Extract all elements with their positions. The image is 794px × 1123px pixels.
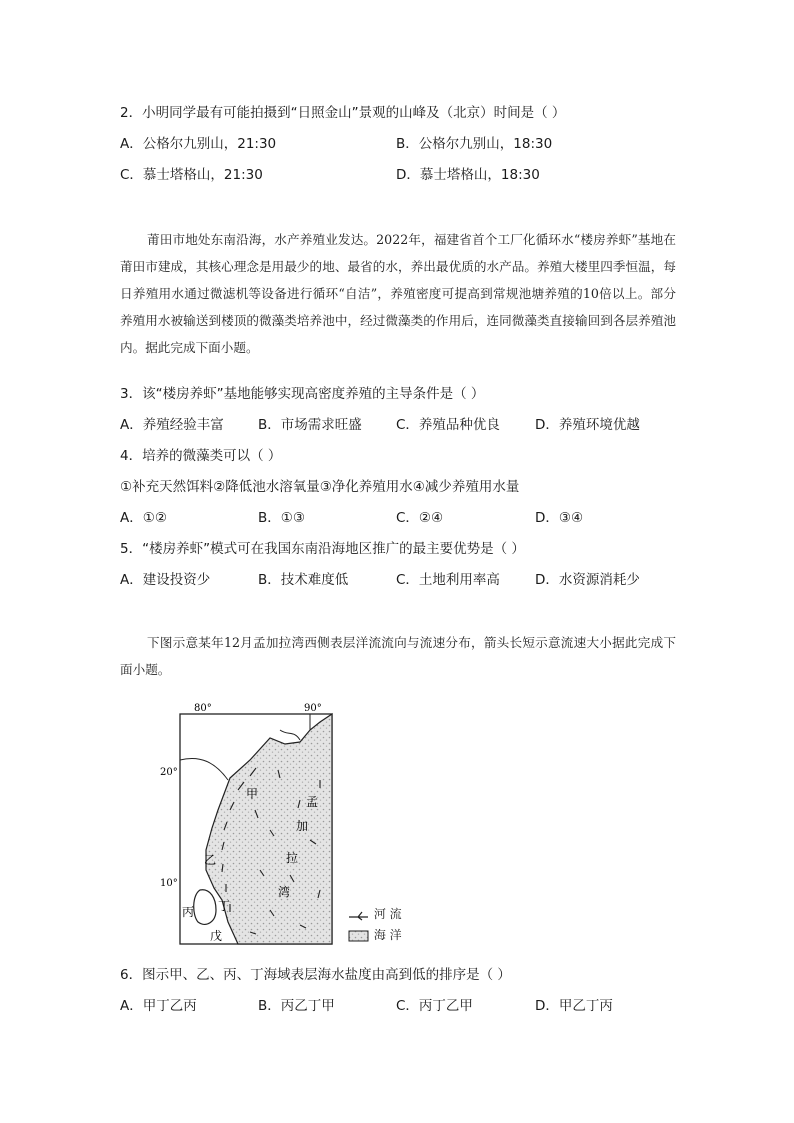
q2-stem: 2．小明同学最有可能拍摄到“日照金山”景观的山峰及（北京）时间是（ ） [120, 105, 566, 121]
q4-option-a[interactable]: A．①② [120, 510, 167, 526]
legend-ocean [348, 926, 402, 943]
q3-option-b[interactable]: B．市场需求旺盛 [258, 417, 362, 433]
lat-label-20: 20° [160, 767, 178, 778]
label-jia2: 加 [296, 819, 309, 833]
q5-stem: 5．“楼房养虾”模式可在我国东南沿海地区推广的最主要优势是（ ） [120, 541, 525, 557]
label-wan: 湾 [278, 885, 291, 899]
ocean-pattern-icon [348, 930, 370, 942]
q2-option-c[interactable]: C．慕士塔格山，21:30 [120, 167, 263, 183]
q4-items: ①补充天然饵料②降低池水溶氧量③净化养殖用水④减少养殖用水量 [120, 479, 520, 495]
label-wu: 戊 [210, 929, 223, 943]
label-ding: 丁 [218, 899, 231, 913]
q6-option-b[interactable]: B．丙乙丁甲 [258, 998, 335, 1014]
label-jia: 甲 [246, 787, 259, 801]
q5-option-c[interactable]: C．土地利用率高 [396, 572, 500, 588]
q6-option-d[interactable]: D．甲乙丁丙 [535, 998, 613, 1014]
passage-shrimp-farming: 莆田市地处东南沿海，水产养殖业发达。2022年，福建省首个工厂化循环水“楼房养虾”基地在莆田市建成，其核心理念是用最少的地、最省的水，养出最优质的水产品。养殖大楼里四季恒温，每日养殖用水通过微滤机等设备进行循环“自洁”，养殖密度可提高到常规池塘养殖的10倍以上。部分养殖用水被输送到楼顶的微藻类培养池中，经过微藻类的作用后，连同微藻类直接输回到各层养殖池内。据此完成下面小题。 [120, 232, 676, 355]
q3-stem: 3．该“楼房养虾”基地能够实现高密度养殖的主导条件是（ ） [120, 386, 485, 402]
river-symbol-icon [348, 909, 370, 921]
legend-river [348, 905, 402, 922]
passage-bay-of-bengal: 下图示意某年12月孟加拉湾西侧表层洋流流向与流速分布，箭头长短示意流速大小据此完成下面小题。 [120, 635, 676, 677]
q4-option-b[interactable]: B．①③ [258, 510, 305, 526]
q5-option-a[interactable]: A．建设投资少 [120, 572, 211, 588]
lat-label-10: 10° [160, 878, 178, 889]
lon-label-80: 80° [194, 703, 212, 714]
label-meng: 孟 [306, 795, 319, 809]
label-yi: 乙 [204, 853, 217, 867]
q6-option-c[interactable]: C．丙丁乙甲 [396, 998, 473, 1014]
q4-option-c[interactable]: C．②④ [396, 510, 444, 526]
label-la: 拉 [286, 851, 299, 865]
q5-option-b[interactable]: B．技术难度低 [258, 572, 349, 588]
q2-option-b[interactable]: B．公格尔九别山，18:30 [396, 136, 553, 152]
label-bing: 丙 [182, 905, 195, 919]
q2-option-d[interactable]: D．慕士塔格山，18:30 [396, 167, 540, 183]
legend-river-label: 河 流 [373, 907, 402, 921]
q3-option-d[interactable]: D．养殖环境优越 [535, 417, 640, 433]
q2-option-a[interactable]: A．公格尔九别山，21:30 [120, 136, 277, 152]
q6-stem: 6．图示甲、乙、丙、丁海域表层海水盐度由高到低的排序是（ ） [120, 967, 511, 983]
legend-ocean-label: 海 洋 [373, 928, 402, 942]
q5-option-d[interactable]: D．水资源消耗少 [535, 572, 640, 588]
q3-option-a[interactable]: A．养殖经验丰富 [120, 417, 224, 433]
lon-label-90: 90° [304, 703, 322, 714]
q4-stem: 4．培养的微藻类可以（ ） [120, 448, 282, 464]
q3-option-c[interactable]: C．养殖品种优良 [396, 417, 500, 433]
q4-option-d[interactable]: D．③④ [535, 510, 584, 526]
q6-option-a[interactable]: A．甲丁乙丙 [120, 998, 197, 1014]
